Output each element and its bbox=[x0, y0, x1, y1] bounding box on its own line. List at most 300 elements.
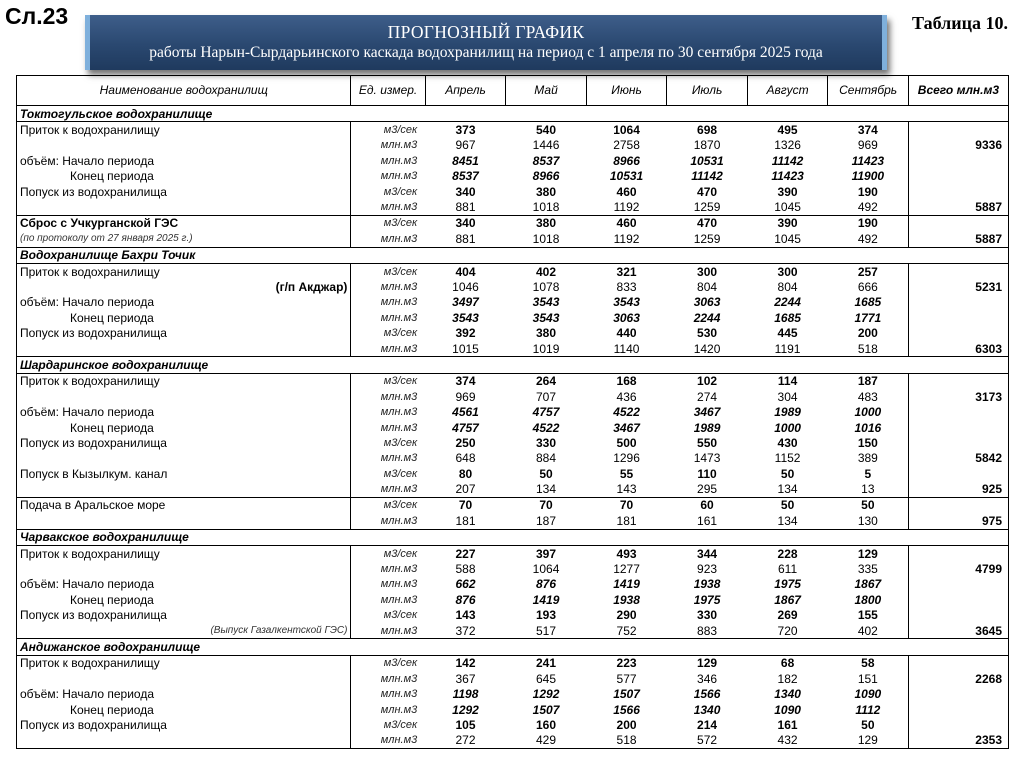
table-row bbox=[17, 608, 1009, 623]
value-cell: 13 bbox=[861, 482, 875, 497]
value-cell: 58 bbox=[861, 656, 875, 671]
value-cell: 11423 bbox=[771, 169, 804, 184]
value-cell: 264 bbox=[536, 374, 557, 389]
unit-cell: млн.м3 bbox=[351, 513, 425, 529]
value-cell: 518 bbox=[857, 341, 878, 356]
value-cell: 4757 bbox=[452, 420, 479, 435]
value-cell: 134 bbox=[777, 482, 798, 497]
value-cell: 330 bbox=[697, 608, 718, 623]
table-row bbox=[17, 231, 1009, 247]
value-cell: 923 bbox=[697, 562, 718, 577]
total-cell bbox=[908, 497, 1008, 513]
unit-cell: м3/сек bbox=[351, 215, 425, 231]
row-label: Конец периода bbox=[17, 169, 351, 184]
unit-cell: млн.м3 bbox=[351, 686, 425, 701]
value-cell: 11142 bbox=[691, 169, 723, 184]
title-banner bbox=[85, 15, 887, 70]
total-cell: 4799 bbox=[908, 561, 1008, 576]
value-cell: 1867 bbox=[774, 592, 801, 607]
row-label: Подача в Аральское море bbox=[17, 497, 351, 513]
value-cell: 1446 bbox=[532, 138, 560, 153]
header-month: Май bbox=[506, 76, 587, 106]
value-cell: 11423 bbox=[851, 153, 885, 168]
value-cell: 1277 bbox=[613, 562, 640, 577]
table-row bbox=[17, 481, 1009, 497]
value-cell: 160 bbox=[536, 717, 557, 732]
value-cell: 130 bbox=[857, 513, 878, 528]
row-label: Приток к водохранилищу bbox=[17, 263, 351, 279]
table-row bbox=[17, 325, 1009, 340]
value-cell: 161 bbox=[777, 717, 798, 732]
table-row bbox=[17, 671, 1009, 686]
table-row bbox=[17, 655, 1009, 671]
row-label: Конец периода bbox=[17, 420, 351, 435]
value-cell: 1419 bbox=[532, 592, 560, 607]
value-cell: 804 bbox=[777, 279, 798, 294]
value-cell: 517 bbox=[536, 623, 557, 638]
value-cell: 883 bbox=[697, 623, 718, 638]
table-row bbox=[17, 420, 1009, 435]
row-label: Конец периода bbox=[17, 592, 351, 607]
value-cell: 330 bbox=[536, 435, 557, 450]
value-cell: 68 bbox=[780, 656, 795, 671]
row-label: объём: Начало периода bbox=[17, 686, 351, 701]
value-cell: 321 bbox=[616, 264, 637, 279]
value-cell: 530 bbox=[697, 326, 718, 341]
row-label: объём: Начало периода bbox=[17, 577, 351, 592]
table-row bbox=[17, 623, 1009, 639]
reservoir-name: Чарвакское водохранилище bbox=[17, 529, 1009, 545]
value-cell: 60 bbox=[667, 497, 748, 513]
table-row bbox=[17, 717, 1009, 732]
value-cell: 367 bbox=[455, 671, 476, 686]
value-cell: 4561 bbox=[452, 405, 479, 420]
total-cell bbox=[908, 153, 1008, 168]
table-row bbox=[17, 215, 1009, 231]
row-label: Попуск из водохранилища bbox=[17, 608, 351, 623]
total-cell bbox=[908, 717, 1008, 732]
value-cell: 833 bbox=[616, 279, 637, 294]
value-cell: 50 bbox=[828, 497, 909, 513]
value-cell: 402 bbox=[857, 623, 878, 638]
table-row bbox=[17, 122, 1009, 138]
banner-subtitle: работы Нарын-Сырдарьинского каскада водохранилищ на период с 1 апреля по 30 сентября 2025 года bbox=[149, 44, 823, 61]
value-cell: 2244 bbox=[693, 310, 721, 325]
header-name: Наименование водохранилищ bbox=[17, 76, 351, 106]
header-unit: Ед. измер. bbox=[351, 76, 425, 106]
value-cell: 3467 bbox=[693, 405, 721, 420]
total-cell bbox=[908, 420, 1008, 435]
value-cell: 1090 bbox=[774, 702, 801, 717]
table-row bbox=[17, 561, 1009, 576]
value-cell: 1292 bbox=[452, 702, 479, 717]
value-cell: 290 bbox=[616, 608, 637, 623]
value-cell: 666 bbox=[857, 279, 878, 294]
total-cell: 2268 bbox=[908, 671, 1008, 686]
value-cell: 429 bbox=[536, 733, 557, 748]
total-cell bbox=[908, 373, 1008, 389]
value-cell: 492 bbox=[857, 200, 878, 215]
row-label: (Выпуск Газалкентской ГЭС) bbox=[17, 623, 351, 639]
value-cell: 611 bbox=[778, 562, 798, 577]
section-row bbox=[17, 639, 1009, 655]
value-cell: 374 bbox=[455, 374, 476, 389]
value-cell: 134 bbox=[777, 513, 798, 528]
value-cell: 228 bbox=[777, 546, 798, 561]
value-cell: 1975 bbox=[693, 592, 721, 607]
value-cell: 161 bbox=[697, 513, 718, 528]
table-row bbox=[17, 577, 1009, 592]
row-label bbox=[17, 341, 351, 357]
value-cell: 187 bbox=[857, 374, 878, 389]
value-cell: 1090 bbox=[854, 687, 882, 702]
value-cell: 1015 bbox=[452, 341, 479, 356]
value-cell: 344 bbox=[697, 546, 718, 561]
table-row bbox=[17, 138, 1009, 153]
row-label: Конец периода bbox=[17, 310, 351, 325]
value-cell: 374 bbox=[828, 122, 909, 138]
unit-cell: млн.м3 bbox=[351, 592, 425, 607]
value-cell: 50 bbox=[747, 497, 828, 513]
value-cell: 1191 bbox=[774, 341, 801, 356]
total-cell bbox=[908, 215, 1008, 231]
value-cell: 1340 bbox=[774, 687, 801, 702]
value-cell: 129 bbox=[857, 733, 878, 748]
value-cell: 8451 bbox=[452, 153, 479, 168]
value-cell: 402 bbox=[536, 264, 557, 279]
value-cell: 493 bbox=[616, 546, 637, 561]
total-cell: 3173 bbox=[908, 389, 1008, 404]
table-row bbox=[17, 545, 1009, 561]
total-cell: 5887 bbox=[908, 199, 1008, 215]
value-cell: 187 bbox=[536, 513, 557, 528]
value-cell: 500 bbox=[616, 435, 637, 450]
value-cell: 1870 bbox=[693, 138, 721, 153]
value-cell: 340 bbox=[455, 184, 476, 199]
value-cell: 8537 bbox=[532, 153, 560, 168]
row-label bbox=[17, 138, 351, 153]
row-label: объём: Начало периода bbox=[17, 404, 351, 419]
unit-cell: млн.м3 bbox=[351, 481, 425, 497]
value-cell: 492 bbox=[857, 231, 878, 246]
unit-cell: млн.м3 bbox=[351, 310, 425, 325]
value-cell: 3543 bbox=[532, 295, 560, 310]
row-label: (г/п Акджар) bbox=[17, 279, 351, 294]
value-cell: 214 bbox=[697, 717, 718, 732]
value-cell: 1420 bbox=[693, 341, 721, 356]
row-label: Попуск в Кызылкум. канал bbox=[17, 466, 351, 481]
row-label: Приток к водохранилищу bbox=[17, 373, 351, 389]
value-cell: 50 bbox=[861, 717, 875, 732]
value-cell: 373 bbox=[425, 122, 506, 138]
unit-cell: млн.м3 bbox=[351, 295, 425, 310]
unit-cell: м3/сек bbox=[351, 435, 425, 450]
total-cell bbox=[908, 122, 1008, 138]
table-row bbox=[17, 592, 1009, 607]
value-cell: 114 bbox=[777, 374, 798, 389]
unit-cell: млн.м3 bbox=[351, 279, 425, 294]
table-row bbox=[17, 295, 1009, 310]
value-cell: 1016 bbox=[854, 420, 882, 435]
value-cell: 8537 bbox=[452, 169, 479, 184]
unit-cell: м3/сек bbox=[351, 545, 425, 561]
value-cell: 129 bbox=[697, 656, 718, 671]
row-label: Попуск из водохранилища bbox=[17, 717, 351, 732]
value-cell: 190 bbox=[828, 215, 909, 231]
value-cell: 1018 bbox=[532, 231, 560, 246]
value-cell: 70 bbox=[506, 497, 587, 513]
value-cell: 460 bbox=[586, 215, 667, 231]
value-cell: 460 bbox=[616, 184, 637, 199]
value-cell: 168 bbox=[616, 374, 637, 389]
unit-cell: млн.м3 bbox=[351, 199, 425, 215]
table-header-row bbox=[17, 76, 1009, 106]
value-cell: 155 bbox=[857, 608, 878, 623]
value-cell: 257 bbox=[857, 264, 878, 279]
total-cell bbox=[908, 404, 1008, 419]
value-cell: 227 bbox=[455, 546, 476, 561]
unit-cell: м3/сек bbox=[351, 466, 425, 481]
value-cell: 707 bbox=[536, 389, 557, 404]
value-cell: 440 bbox=[616, 326, 637, 341]
value-cell: 190 bbox=[857, 184, 878, 199]
value-cell: 10531 bbox=[690, 153, 724, 168]
unit-cell: млн.м3 bbox=[351, 341, 425, 357]
value-cell: 1000 bbox=[774, 420, 801, 435]
value-cell: 1685 bbox=[774, 310, 801, 325]
unit-cell: млн.м3 bbox=[351, 561, 425, 576]
value-cell: 1340 bbox=[693, 702, 721, 717]
value-cell: 1685 bbox=[854, 295, 882, 310]
value-cell: 1473 bbox=[693, 451, 721, 466]
value-cell: 1989 bbox=[693, 420, 721, 435]
value-cell: 3543 bbox=[532, 310, 560, 325]
total-cell bbox=[908, 325, 1008, 340]
value-cell: 223 bbox=[616, 656, 637, 671]
value-cell: 1419 bbox=[613, 577, 640, 592]
section-row bbox=[17, 529, 1009, 545]
total-cell bbox=[908, 184, 1008, 199]
total-cell bbox=[908, 466, 1008, 481]
value-cell: 390 bbox=[747, 215, 828, 231]
value-cell: 3543 bbox=[613, 295, 640, 310]
row-label: Попуск из водохранилища bbox=[17, 184, 351, 199]
row-label bbox=[17, 513, 351, 529]
table-row bbox=[17, 466, 1009, 481]
value-cell: 3497 bbox=[452, 295, 479, 310]
value-cell: 346 bbox=[697, 671, 718, 686]
row-label: объём: Начало периода bbox=[17, 153, 351, 168]
total-cell: 9336 bbox=[908, 138, 1008, 153]
unit-cell: м3/сек bbox=[351, 122, 425, 138]
row-label: Приток к водохранилищу bbox=[17, 545, 351, 561]
value-cell: 3543 bbox=[452, 310, 479, 325]
value-cell: 389 bbox=[857, 451, 878, 466]
unit-cell: млн.м3 bbox=[351, 138, 425, 153]
table-number: Таблица 10. bbox=[912, 13, 1008, 33]
value-cell: 1507 bbox=[613, 687, 640, 702]
value-cell: 1064 bbox=[532, 562, 560, 577]
value-cell: 404 bbox=[455, 264, 476, 279]
header-month: Август bbox=[747, 76, 828, 106]
value-cell: 1326 bbox=[774, 138, 801, 153]
value-cell: 200 bbox=[857, 326, 878, 341]
value-cell: 720 bbox=[777, 623, 798, 638]
value-cell: 110 bbox=[697, 466, 717, 481]
value-cell: 207 bbox=[455, 482, 476, 497]
value-cell: 8966 bbox=[613, 153, 640, 168]
value-cell: 698 bbox=[667, 122, 748, 138]
total-cell bbox=[908, 435, 1008, 450]
value-cell: 430 bbox=[777, 435, 798, 450]
unit-cell: млн.м3 bbox=[351, 389, 425, 404]
unit-cell: млн.м3 bbox=[351, 420, 425, 435]
value-cell: 193 bbox=[536, 608, 557, 623]
value-cell: 50 bbox=[539, 466, 553, 481]
value-cell: 436 bbox=[616, 389, 637, 404]
value-cell: 1507 bbox=[532, 702, 560, 717]
value-cell: 550 bbox=[697, 435, 718, 450]
table-row bbox=[17, 153, 1009, 168]
table-row bbox=[17, 435, 1009, 450]
unit-cell: млн.м3 bbox=[351, 451, 425, 466]
total-cell bbox=[908, 655, 1008, 671]
table-row bbox=[17, 513, 1009, 529]
total-cell bbox=[908, 295, 1008, 310]
value-cell: 1800 bbox=[854, 592, 882, 607]
value-cell: 1771 bbox=[854, 310, 882, 325]
reservoir-name: Водохранилище Бахри Точик bbox=[17, 247, 1009, 263]
value-cell: 3467 bbox=[613, 420, 640, 435]
value-cell: 1152 bbox=[774, 451, 801, 466]
value-cell: 372 bbox=[455, 623, 476, 638]
reservoir-name: Токтогульское водохранилище bbox=[17, 106, 1009, 122]
value-cell: 142 bbox=[455, 656, 476, 671]
table-row bbox=[17, 497, 1009, 513]
value-cell: 380 bbox=[536, 326, 557, 341]
value-cell: 4522 bbox=[613, 405, 640, 420]
value-cell: 969 bbox=[857, 138, 878, 153]
section-row bbox=[17, 106, 1009, 122]
total-cell: 5887 bbox=[908, 231, 1008, 247]
value-cell: 1064 bbox=[586, 122, 667, 138]
unit-cell: м3/сек bbox=[351, 325, 425, 340]
value-cell: 241 bbox=[536, 656, 557, 671]
forecast-table bbox=[16, 75, 1009, 749]
unit-cell: млн.м3 bbox=[351, 153, 425, 168]
value-cell: 150 bbox=[857, 435, 878, 450]
value-cell: 304 bbox=[777, 389, 798, 404]
value-cell: 967 bbox=[455, 138, 476, 153]
unit-cell: м3/сек bbox=[351, 184, 425, 199]
value-cell: 445 bbox=[777, 326, 798, 341]
slide-number: Сл.23 bbox=[5, 3, 69, 29]
value-cell: 269 bbox=[777, 608, 798, 623]
row-label bbox=[17, 199, 351, 215]
value-cell: 645 bbox=[536, 671, 557, 686]
row-label: Конец периода bbox=[17, 702, 351, 717]
value-cell: 11142 bbox=[771, 153, 804, 168]
unit-cell: млн.м3 bbox=[351, 671, 425, 686]
banner-title: ПРОГНОЗНЫЙ ГРАФИК bbox=[387, 22, 585, 42]
value-cell: 1019 bbox=[532, 341, 560, 356]
value-cell: 335 bbox=[857, 562, 878, 577]
total-cell bbox=[908, 577, 1008, 592]
reservoir-name: Шардаринское водохранилище bbox=[17, 357, 1009, 373]
total-cell: 5842 bbox=[908, 451, 1008, 466]
value-cell: 881 bbox=[455, 231, 476, 246]
value-cell: 300 bbox=[697, 264, 718, 279]
header-total: Всего млн.м3 bbox=[908, 76, 1008, 106]
total-cell bbox=[908, 702, 1008, 717]
value-cell: 70 bbox=[586, 497, 667, 513]
value-cell: 876 bbox=[455, 592, 476, 607]
value-cell: 380 bbox=[536, 184, 557, 199]
value-cell: 1018 bbox=[532, 200, 560, 215]
value-cell: 80 bbox=[458, 466, 473, 481]
table-row bbox=[17, 199, 1009, 215]
unit-cell: м3/сек bbox=[351, 655, 425, 671]
value-cell: 134 bbox=[536, 482, 557, 497]
value-cell: 143 bbox=[616, 482, 637, 497]
total-cell bbox=[908, 686, 1008, 701]
total-cell: 5231 bbox=[908, 279, 1008, 294]
unit-cell: м3/сек bbox=[351, 717, 425, 732]
value-cell: 181 bbox=[616, 513, 637, 528]
value-cell: 1078 bbox=[532, 279, 560, 294]
row-label: Попуск из водохранилища bbox=[17, 325, 351, 340]
unit-cell: млн.м3 bbox=[351, 231, 425, 247]
value-cell: 1192 bbox=[613, 231, 640, 246]
value-cell: 648 bbox=[455, 451, 476, 466]
unit-cell: млн.м3 bbox=[351, 733, 425, 749]
value-cell: 470 bbox=[667, 215, 748, 231]
table-row bbox=[17, 702, 1009, 717]
value-cell: 1112 bbox=[855, 702, 881, 717]
row-label bbox=[17, 451, 351, 466]
value-cell: 1938 bbox=[613, 592, 640, 607]
total-cell bbox=[908, 545, 1008, 561]
row-label bbox=[17, 389, 351, 404]
row-label: Приток к водохранилищу bbox=[17, 655, 351, 671]
value-cell: 2244 bbox=[774, 295, 801, 310]
value-cell: 540 bbox=[506, 122, 587, 138]
header-month: Апрель bbox=[425, 76, 506, 106]
value-cell: 1292 bbox=[532, 687, 560, 702]
total-cell bbox=[908, 310, 1008, 325]
table-row bbox=[17, 389, 1009, 404]
section-row bbox=[17, 247, 1009, 263]
value-cell: 1046 bbox=[452, 279, 479, 294]
value-cell: 1975 bbox=[774, 577, 801, 592]
value-cell: 3063 bbox=[693, 295, 721, 310]
table-row bbox=[17, 373, 1009, 389]
value-cell: 250 bbox=[455, 435, 476, 450]
value-cell: 182 bbox=[777, 671, 798, 686]
value-cell: 1296 bbox=[613, 451, 640, 466]
unit-cell: м3/сек bbox=[351, 497, 425, 513]
value-cell: 588 bbox=[455, 562, 476, 577]
total-cell: 6303 bbox=[908, 341, 1008, 357]
value-cell: 752 bbox=[616, 623, 637, 638]
value-cell: 1045 bbox=[774, 200, 801, 215]
value-cell: 1938 bbox=[693, 577, 721, 592]
value-cell: 577 bbox=[616, 671, 637, 686]
row-label: объём: Начало периода bbox=[17, 295, 351, 310]
value-cell: 105 bbox=[455, 717, 476, 732]
table-body bbox=[17, 106, 1009, 749]
unit-cell: м3/сек bbox=[351, 263, 425, 279]
